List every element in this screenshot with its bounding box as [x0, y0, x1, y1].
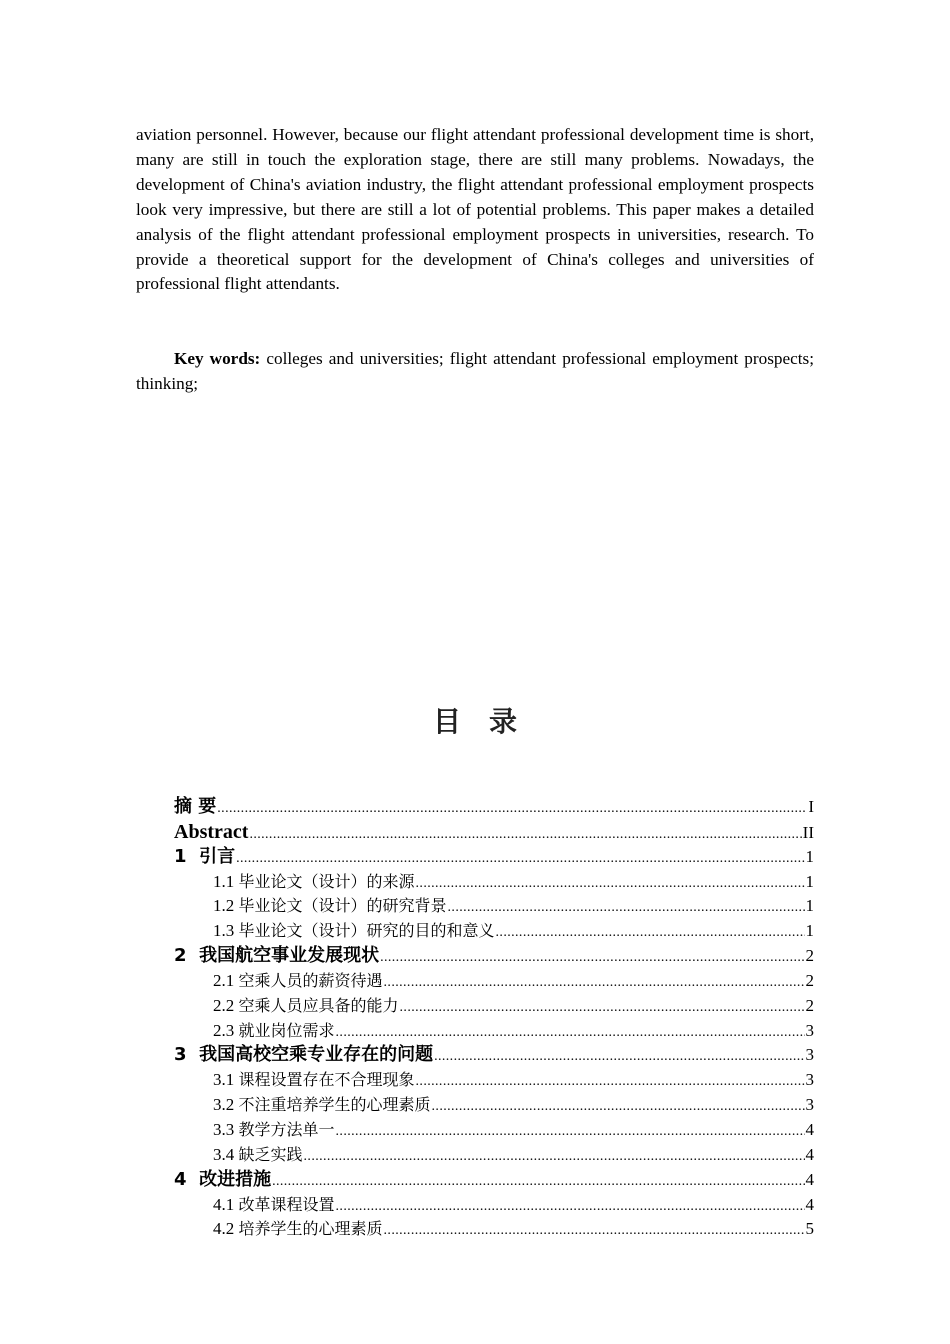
toc-entry-label: 我国高校空乘专业存在的问题	[199, 1044, 434, 1066]
toc-page-number: 3	[805, 1070, 814, 1090]
toc-entry-label: 培养学生的心理素质	[238, 1219, 383, 1239]
toc-leader-dots	[434, 1045, 804, 1070]
toc-page-number: I	[808, 797, 814, 816]
toc-leader-dots	[336, 1021, 805, 1046]
toc-leader-dots	[384, 971, 805, 996]
toc-entry-label: 就业岗位需求	[238, 1020, 335, 1040]
toc-entry-1[interactable]	[174, 845, 814, 870]
toc-leader-dots	[236, 847, 804, 872]
toc-entry-4-2[interactable]	[174, 1217, 814, 1242]
toc-entry-number: 1	[174, 845, 187, 867]
toc-page-number: 3	[805, 1020, 814, 1040]
table-of-contents	[174, 795, 814, 1242]
toc-entry-3-3[interactable]	[174, 1118, 814, 1143]
toc-page-number: 3	[805, 1095, 814, 1115]
toc-entry-2-1[interactable]	[174, 969, 814, 994]
toc-entry-label: 不注重培养学生的心理素质	[238, 1095, 431, 1115]
toc-title: 目录	[432, 705, 545, 738]
toc-entry-number: 2.3	[213, 1020, 235, 1040]
toc-page-number: 1	[805, 896, 814, 916]
toc-page-number: 2	[805, 970, 814, 990]
toc-page-number: 1	[805, 846, 814, 866]
toc-entry-label: 我国航空事业发展现状	[199, 945, 380, 967]
toc-page-number: 1	[805, 921, 814, 941]
toc-entry-3-1[interactable]	[174, 1068, 814, 1093]
toc-page-number: II	[802, 822, 814, 842]
toc-entry-3[interactable]	[174, 1043, 814, 1068]
toc-leader-dots	[432, 1095, 805, 1120]
toc-entry-abstract[interactable]	[174, 820, 814, 845]
toc-entry-label: 摘 要	[174, 796, 217, 817]
toc-entry-number: 3	[174, 1044, 187, 1066]
toc-entry-number: 3.4	[213, 1144, 235, 1164]
toc-page-number: 3	[805, 1045, 814, 1065]
toc-entry-1-1[interactable]	[174, 870, 814, 895]
keywords-text: colleges and universities; flight attendant professional employment prospects; thinking;	[136, 349, 814, 393]
toc-entry-number: 1.3	[213, 921, 235, 941]
toc-page-number: 4	[805, 1144, 814, 1164]
toc-page-number: 4	[805, 1169, 814, 1189]
toc-leader-dots	[416, 872, 805, 897]
toc-entry-1-3[interactable]	[174, 919, 814, 944]
toc-entry-number: 1.2	[213, 896, 235, 916]
toc-entry-label: 空乘人员应具备的能力	[238, 995, 399, 1015]
toc-entry-label: 缺乏实践	[238, 1144, 303, 1164]
toc-leader-dots	[400, 996, 805, 1021]
toc-entry-1-2[interactable]	[174, 894, 814, 919]
abstract-text: aviation personnel. However, because our flight attendant professional development time is short, many are still in touch the exploration stage, there are still many problems. Nowadays, the development of China's aviation industry, the flight attendant professional employment prospects look very impressive, but there are still a lot of potential problems. This paper makes a detailed analysis of the flight attendant professional employment prospects in universities, research. To provide a theoretical support for the development of China's colleges and universities of professional flight attendants.	[136, 125, 814, 294]
toc-page-number: 1	[805, 871, 814, 891]
toc-entry-number: 4.2	[213, 1219, 235, 1239]
toc-entry-number: 1.1	[213, 871, 235, 891]
toc-entry-2-2[interactable]	[174, 994, 814, 1019]
toc-page-number: 5	[805, 1219, 814, 1239]
abstract-paragraph	[136, 123, 814, 297]
toc-leader-dots	[336, 1195, 805, 1220]
toc-leader-dots	[384, 1219, 805, 1244]
toc-leader-dots	[416, 1070, 805, 1095]
toc-entry-summary[interactable]	[174, 795, 814, 820]
toc-entry-number: 3.1	[213, 1070, 235, 1090]
toc-leader-dots	[336, 1120, 805, 1145]
toc-page-number: 2	[805, 946, 814, 966]
toc-entry-label: 课程设置存在不合理现象	[238, 1070, 415, 1090]
toc-entry-number: 4	[174, 1168, 187, 1190]
toc-page-number: 2	[805, 995, 814, 1015]
toc-entry-number: 2	[174, 945, 187, 967]
toc-leader-dots	[448, 896, 805, 921]
toc-entry-3-4[interactable]	[174, 1143, 814, 1168]
toc-leader-dots	[272, 1170, 804, 1195]
toc-entry-2-3[interactable]	[174, 1019, 814, 1044]
toc-entry-label: 毕业论文（设计）的来源	[238, 871, 415, 891]
toc-entry-number: 2.1	[213, 970, 235, 990]
toc-entry-number: 3.2	[213, 1095, 235, 1115]
toc-entry-label: 教学方法单一	[238, 1119, 335, 1139]
toc-leader-dots	[304, 1145, 805, 1170]
toc-entry-number: 4.1	[213, 1194, 235, 1214]
toc-page-number: 4	[805, 1194, 814, 1214]
toc-entry-4-1[interactable]	[174, 1193, 814, 1218]
keywords-paragraph	[136, 347, 814, 397]
toc-entry-number: 2.2	[213, 995, 235, 1015]
toc-entry-number: 3.3	[213, 1119, 235, 1139]
toc-entry-label: 空乘人员的薪资待遇	[238, 970, 383, 990]
toc-entry-label: 改进措施	[199, 1168, 272, 1190]
toc-entry-label: 毕业论文（设计）的研究背景	[238, 896, 447, 916]
toc-entry-2[interactable]	[174, 944, 814, 969]
toc-leader-dots	[496, 921, 805, 946]
toc-page-number: 4	[805, 1119, 814, 1139]
toc-leader-dots	[217, 797, 807, 822]
toc-entry-label: 改革课程设置	[238, 1194, 335, 1214]
toc-entry-label: 引言	[199, 845, 236, 867]
keywords-label: Key words:	[174, 349, 261, 368]
toc-entry-label: Abstract	[174, 820, 249, 843]
toc-leader-dots	[249, 823, 801, 848]
toc-entry-4[interactable]	[174, 1168, 814, 1193]
toc-leader-dots	[380, 946, 804, 971]
toc-entry-3-2[interactable]	[174, 1093, 814, 1118]
toc-entry-label: 毕业论文（设计）研究的目的和意义	[238, 921, 495, 941]
